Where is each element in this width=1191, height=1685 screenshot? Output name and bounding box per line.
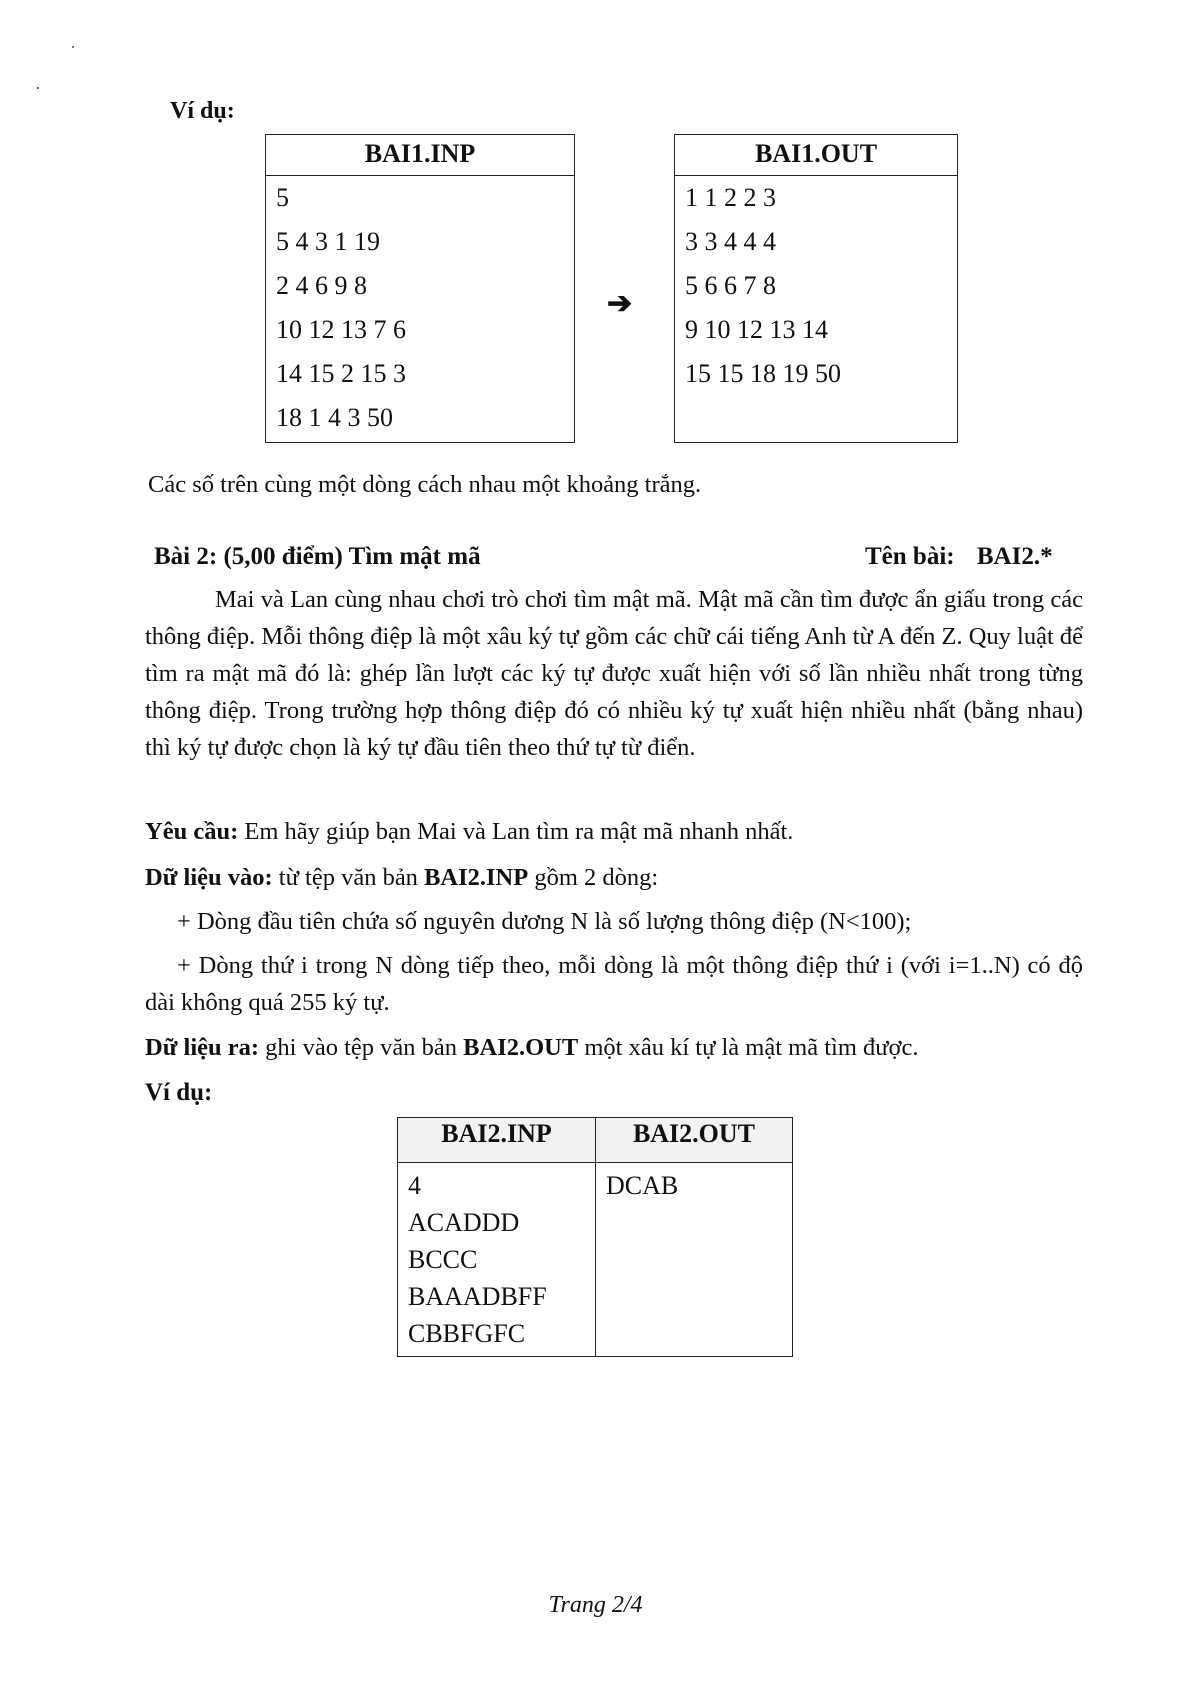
bai1-input-row: 5 [276, 183, 289, 212]
bai2-output-cell [595, 1163, 792, 1357]
bai2-file-label: Tên bài: [865, 543, 955, 570]
input-label: Dữ liệu vào: [145, 864, 273, 891]
bai1-output-row: 9 10 12 13 14 [685, 315, 828, 344]
bai2-input-header: BAI2.INP [398, 1118, 596, 1163]
bai2-requirement [145, 813, 1083, 850]
bai2-output-line: DCAB [605, 1171, 679, 1200]
output-file-name: BAI2.OUT [463, 1034, 579, 1061]
input-text-2: gồm 2 dòng: [528, 864, 659, 891]
bai1-output-row: 5 6 6 7 8 [685, 271, 776, 300]
bai1-input-row: 14 15 2 15 3 [276, 359, 406, 388]
bai2-file-name: BAI2.* [976, 543, 1053, 570]
scan-speck [72, 46, 74, 48]
requirement-label: Yêu cầu: [145, 818, 239, 845]
bai2-input-line: BAAADBFF [408, 1282, 547, 1311]
bai1-output-table [674, 134, 958, 443]
page-number: Trang 2/4 [548, 1592, 643, 1618]
bai1-input-table [265, 134, 575, 443]
bai2-title: Bài 2: (5,00 điểm) Tìm mật mã [154, 543, 481, 570]
input-line-2: + Dòng thứ i trong N dòng tiếp theo, mỗi dòng là một thông điệp thứ i (với i=1..N) có độ dài không quá 255 ký tự. [145, 952, 1083, 1016]
bai2-output-desc [145, 1029, 1083, 1066]
example1-note: Các số trên cùng một dòng cách nhau một khoảng trắng. [148, 471, 702, 498]
bai2-input-line: CBBFGFC [408, 1319, 526, 1348]
bai2-input-line: ACADDD [408, 1208, 520, 1237]
bai2-input-line: BCCC [408, 1245, 478, 1274]
requirement-text: Em hãy giúp bạn Mai và Lan tìm ra mật mã nhanh nhất. [238, 818, 794, 845]
bai1-input-row: 2 4 6 9 8 [276, 271, 367, 300]
input-line-1: + Dòng đầu tiên chứa số nguyên dương N là số lượng thông điệp (N<100); [177, 908, 912, 935]
output-text-1: ghi vào tệp văn bản [259, 1034, 464, 1061]
right-arrow-icon: ➔ [607, 287, 633, 320]
input-file-name: BAI2.INP [424, 864, 529, 891]
example1-label: Ví dụ: [170, 98, 235, 124]
bai1-output-row: 15 15 18 19 50 [685, 359, 841, 388]
bai1-output-row: 3 3 4 4 4 [685, 227, 776, 256]
scan-speck [37, 87, 39, 89]
bai2-output-header: BAI2.OUT [595, 1118, 792, 1163]
bai2-example-table [397, 1117, 793, 1357]
bai2-input-line: 4 [408, 1171, 421, 1200]
bai1-input-header: BAI1.INP [266, 135, 574, 176]
bai1-output-header: BAI1.OUT [675, 135, 957, 176]
bai1-input-row: 5 4 3 1 19 [276, 227, 380, 256]
output-label: Dữ liệu ra: [145, 1034, 260, 1061]
bai2-input-desc [145, 859, 1083, 896]
bai1-input-row: 18 1 4 3 50 [276, 403, 393, 432]
bai1-output-row: 1 1 2 2 3 [685, 183, 776, 212]
bai2-description: Mai và Lan cùng nhau chơi trò chơi tìm mật mã. Mật mã cần tìm được ẩn giấu trong các thông điệp. Mỗi thông điệp là một xâu ký tự gồm các chữ cái tiếng Anh từ A đến Z. Quy luật để tìm ra mật mã đó là: ghép lần lượt các ký tự được xuất hiện với số lần nhiều nhất trong từng thông điệp. Trong trường hợp thông điệp đó có nhiều ký tự xuất hiện nhiều nhất (bằng nhau) thì ký tự được chọn là ký tự đầu tiên theo thứ tự từ điển. [145, 586, 1084, 761]
bai1-input-row: 10 12 13 7 6 [276, 315, 406, 344]
input-text-1: từ tệp văn bản [272, 864, 425, 891]
example2-label: Ví dụ: [145, 1079, 213, 1106]
bai2-input-cell [398, 1163, 596, 1357]
bai2-file-info [865, 539, 1053, 575]
output-text-2: một xâu kí tự là mật mã tìm được. [578, 1034, 919, 1061]
